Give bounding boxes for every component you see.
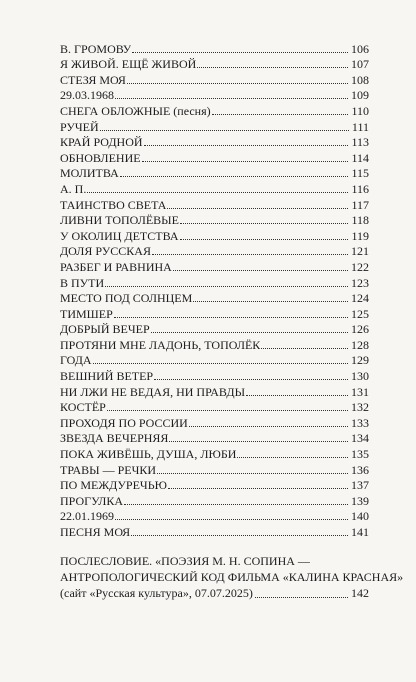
toc-entry xyxy=(60,243,369,259)
toc-entry xyxy=(60,492,369,508)
toc-entry-page: 130 xyxy=(351,369,369,384)
dot-leader xyxy=(180,239,349,240)
toc-entry xyxy=(60,149,369,165)
toc-entry-title: Я ЖИВОЙ. ЕЩЁ ЖИВОЙ xyxy=(60,57,197,72)
toc-entry-page: 126 xyxy=(351,322,369,337)
dot-leader xyxy=(255,597,348,598)
toc-entry-page: 117 xyxy=(351,197,369,212)
dot-leader xyxy=(93,363,348,364)
toc-entry xyxy=(60,71,369,87)
toc-entry-title: ЗВЕЗДА ВЕЧЕРНЯЯ xyxy=(60,431,169,446)
dot-leader xyxy=(180,223,348,224)
dot-leader xyxy=(212,114,349,115)
dot-leader xyxy=(167,208,348,209)
dot-leader xyxy=(100,130,349,131)
toc-entry-title: ПЕСНЯ МОЯ xyxy=(60,525,131,539)
dot-leader xyxy=(105,286,348,287)
toc-entry-title: ТИМШЕР xyxy=(60,306,113,321)
toc-entry xyxy=(60,118,369,134)
toc-entry-page: 125 xyxy=(351,306,369,321)
toc-entry xyxy=(60,258,369,274)
toc-entry-page: 124 xyxy=(351,291,369,306)
dot-leader xyxy=(197,67,348,68)
afterword-source-line xyxy=(60,585,369,601)
dot-leader xyxy=(157,473,348,474)
table-of-contents xyxy=(60,40,369,539)
toc-entry-title: У ОКОЛИЦ ДЕТСТВА xyxy=(60,228,179,243)
dot-leader xyxy=(132,52,348,53)
dot-leader xyxy=(189,426,348,427)
dot-leader xyxy=(131,535,348,536)
toc-entry xyxy=(60,274,369,290)
dot-leader xyxy=(168,488,348,489)
toc-entry-page: 141 xyxy=(351,525,369,539)
toc-entry-page: 113 xyxy=(351,135,369,150)
dot-leader xyxy=(173,270,348,271)
toc-entry-page: 111 xyxy=(351,119,369,134)
toc-entry-page: 121 xyxy=(351,244,369,259)
toc-entry-page: 136 xyxy=(351,462,369,477)
toc-entry-page: 119 xyxy=(351,228,369,243)
dot-leader xyxy=(87,192,348,193)
toc-entry-page: 131 xyxy=(351,384,369,399)
toc-entry xyxy=(60,40,369,56)
toc-entry xyxy=(60,212,369,228)
dot-leader xyxy=(246,395,348,396)
toc-entry-page: 109 xyxy=(351,88,369,103)
toc-entry xyxy=(60,196,369,212)
toc-entry-title: 29.03.1968 xyxy=(60,88,114,103)
toc-entry xyxy=(60,290,369,306)
dot-leader xyxy=(124,504,348,505)
toc-entry-page: 129 xyxy=(351,353,369,368)
toc-entry xyxy=(60,321,369,337)
toc-entry-title: ЛИВНИ ТОПОЛЁВЫЕ xyxy=(60,213,179,228)
toc-entry-page: 106 xyxy=(351,41,369,56)
toc-entry-page: 122 xyxy=(351,259,369,274)
toc-entry xyxy=(60,430,369,446)
toc-entry xyxy=(60,87,369,103)
dot-leader xyxy=(127,83,348,84)
afterword-page: 142 xyxy=(351,586,369,600)
toc-entry-page: 140 xyxy=(351,509,369,524)
toc-entry-title: МЕСТО ПОД СОЛНЦЕМ xyxy=(60,291,193,306)
toc-entry-title: А. П. xyxy=(60,181,87,196)
toc-entry-page: 139 xyxy=(351,493,369,508)
dot-leader xyxy=(142,161,349,162)
toc-entry-page: 115 xyxy=(351,166,369,181)
toc-entry-title: ТРАВЫ — РЕЧКИ xyxy=(60,462,157,477)
toc-entry xyxy=(60,102,369,118)
toc-entry-title: РУЧЕЙ xyxy=(60,119,99,134)
dot-leader xyxy=(115,98,348,99)
toc-entry-page: 128 xyxy=(351,337,369,352)
toc-entry-title: НИ ЛЖИ НЕ ВЕДАЯ, НИ ПРАВДЫ xyxy=(60,384,246,399)
toc-entry-title: КОСТЁР xyxy=(60,400,106,415)
dot-leader xyxy=(144,145,349,146)
afterword-title-line-1: ПОСЛЕСЛОВИЕ. «ПОЭЗИЯ М. Н. СОПИНА — xyxy=(60,554,310,568)
toc-entry-title: ГОДА xyxy=(60,353,92,368)
toc-entry-title: ВЕШНИЙ ВЕТЕР xyxy=(60,369,154,384)
toc-entry-page: 133 xyxy=(351,415,369,430)
afterword-entry xyxy=(60,553,404,601)
toc-entry-title: ТАИНСТВО СВЕТА xyxy=(60,197,167,212)
toc-entry xyxy=(60,134,369,150)
toc-entry-title: В. ГРОМОВУ xyxy=(60,41,132,56)
toc-entry-title: ОБНОВЛЕНИЕ xyxy=(60,150,141,165)
toc-entry xyxy=(60,523,369,539)
toc-entry-title: РАЗБЕГ И РАВНИНА xyxy=(60,259,172,274)
dot-leader xyxy=(169,441,348,442)
toc-entry-title: ДОБРЫЙ ВЕЧЕР xyxy=(60,322,150,337)
dot-leader xyxy=(261,348,348,349)
dot-leader xyxy=(237,457,348,458)
toc-entry-page: 123 xyxy=(351,275,369,290)
toc-entry xyxy=(60,180,369,196)
toc-entry-page: 134 xyxy=(351,431,369,446)
toc-entry xyxy=(60,383,369,399)
toc-entry xyxy=(60,508,369,524)
toc-entry-title: МОЛИТВА xyxy=(60,166,119,181)
toc-entry-title: ПО МЕЖДУРЕЧЬЮ xyxy=(60,478,167,493)
toc-entry xyxy=(60,165,369,181)
dot-leader xyxy=(120,176,349,177)
toc-entry xyxy=(60,367,369,383)
toc-entry xyxy=(60,305,369,321)
dot-leader xyxy=(115,519,348,520)
toc-entry-page: 135 xyxy=(351,447,369,462)
dot-leader xyxy=(193,301,348,302)
toc-entry-page: 116 xyxy=(351,181,369,196)
toc-entry xyxy=(60,461,369,477)
toc-entry-page: 118 xyxy=(351,213,369,228)
toc-entry-title: ПОКА ЖИВЁШЬ, ДУША, ЛЮБИ xyxy=(60,447,237,462)
toc-entry-page: 107 xyxy=(351,57,369,72)
toc-entry-page: 137 xyxy=(351,478,369,493)
toc-entry xyxy=(60,352,369,368)
toc-entry-page: 110 xyxy=(351,103,369,118)
afterword-title-line-2: АНТРОПОЛОГИЧЕСКИЙ КОД ФИЛЬМА «КАЛИНА КРАСНАЯ» xyxy=(60,570,404,584)
toc-entry xyxy=(60,477,369,493)
toc-entry-page: 132 xyxy=(351,400,369,415)
toc-entry-title: СНЕГА ОБЛОЖНЫЕ (песня) xyxy=(60,103,211,118)
toc-entry-title: 22.01.1969 xyxy=(60,509,114,524)
toc-entry-title: ПРОГУЛКА xyxy=(60,493,124,508)
toc-entry-title: КРАЙ РОДНОЙ xyxy=(60,135,143,150)
toc-entry xyxy=(60,399,369,415)
toc-entry xyxy=(60,227,369,243)
toc-entry-title: В ПУТИ xyxy=(60,275,105,290)
toc-entry xyxy=(60,445,369,461)
toc-entry-title: ДОЛЯ РУССКАЯ xyxy=(60,244,151,259)
toc-entry-title: ПРОХОДЯ ПО РОССИИ xyxy=(60,415,188,430)
dot-leader xyxy=(152,254,348,255)
toc-entry xyxy=(60,56,369,72)
dot-leader xyxy=(114,317,348,318)
toc-entry xyxy=(60,414,369,430)
afterword-source: (сайт «Русская культура», 07.07.2025) xyxy=(60,586,253,600)
dot-leader xyxy=(107,410,348,411)
toc-entry-title: ПРОТЯНИ МНЕ ЛАДОНЬ, ТОПОЛЁК xyxy=(60,337,261,352)
toc-entry-title: СТЕЗЯ МОЯ xyxy=(60,72,126,87)
toc-entry xyxy=(60,336,369,352)
toc-entry-page: 108 xyxy=(351,72,369,87)
dot-leader xyxy=(154,379,348,380)
toc-entry-page: 114 xyxy=(351,150,369,165)
dot-leader xyxy=(151,332,348,333)
